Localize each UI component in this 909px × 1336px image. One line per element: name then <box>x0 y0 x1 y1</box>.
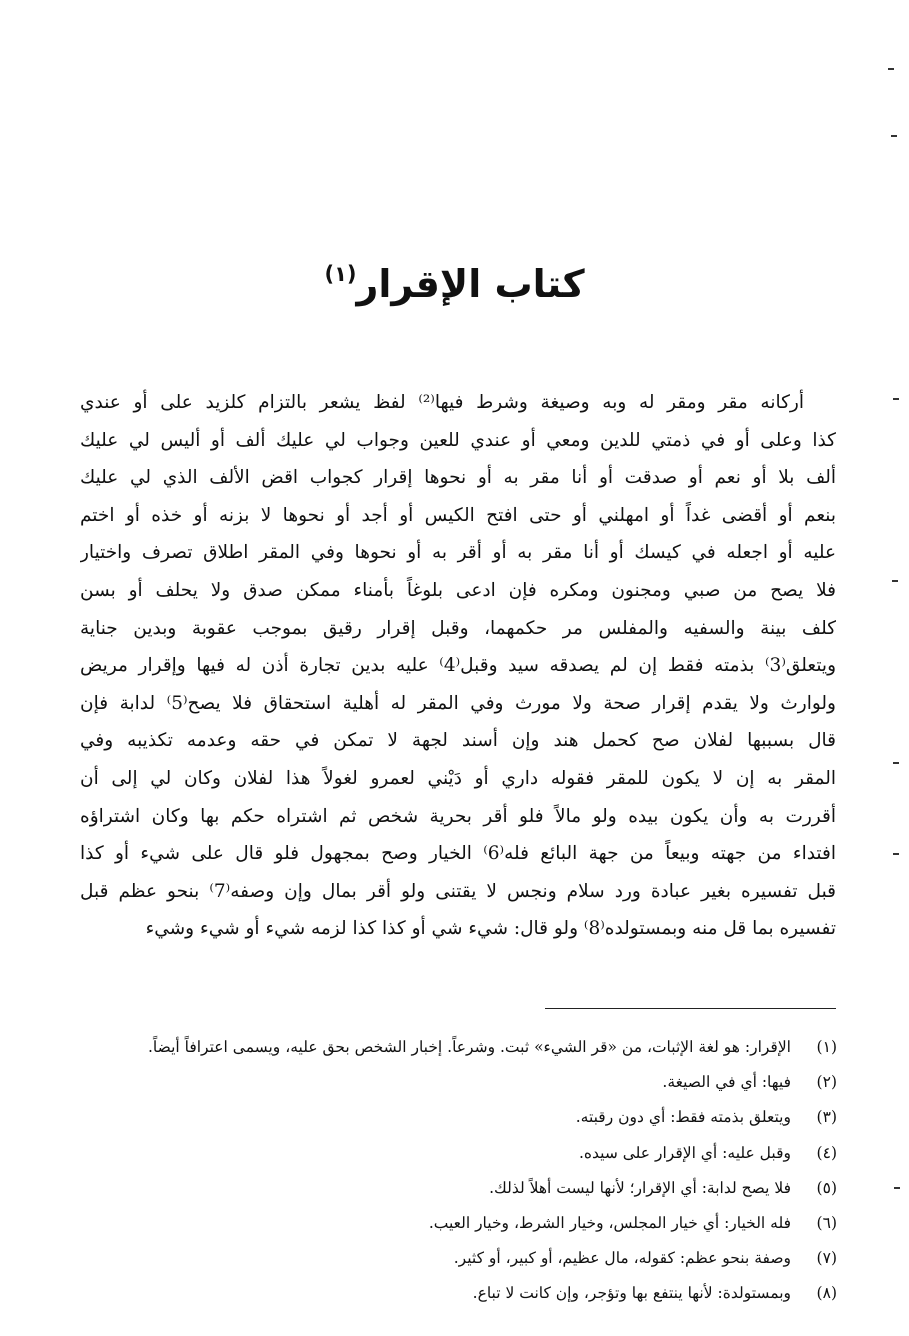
footnote <box>77 1100 837 1135</box>
footnote-text: الإقرار: هو لغة الإثبات، من «قر الشيء» ثبت. وشرعاً. إخبار الشخص بحق عليه، ويسمى اعترافاً أيضاً. <box>147 1038 791 1056</box>
footnote <box>77 1171 837 1206</box>
footnote-number: (٤) <box>816 1143 837 1162</box>
text-line: ألف بلا أو نعم أو صدقت أو أنا مقر به أو نحوها إقرار كجواب اقض الألف الذي لي عليك <box>80 467 836 489</box>
chapter-title-block <box>0 244 909 314</box>
footnote <box>77 1065 837 1100</box>
footnote-number: (٨) <box>816 1284 837 1303</box>
footnote-number: (٦) <box>816 1213 837 1232</box>
footnote <box>77 1276 837 1311</box>
footnote-text: ويتعلق بذمته فقط: أي دون رقبته. <box>575 1108 791 1127</box>
text-line: أركانه مقر ومقر له وبه وصيغة وشرط فيها⁽²⁾ لفظ يشعر بالتزام كلزيد على أو عندي <box>80 392 804 413</box>
margin-mark <box>893 762 899 764</box>
chapter-title-text: كتاب الإقرار <box>356 262 585 306</box>
text-line: فلا يصح من صبي ومجنون ومكره فإن ادعى بلوغاً بأمناء ممكن صدق ولا يحلف أو بسن <box>80 579 836 601</box>
footnote-number: (١) <box>816 1038 837 1056</box>
text-line: افتداء من جهته وبيعاً من جهة البائع فله⁽6⁾ الخيار وصح بمجهول فلو قال على شيء أو كذا <box>80 843 836 865</box>
text-line: قال بسببها لفلان صح كحمل هند وإن أسند لجهة لا تمكن في حقه وعدمه تكذيبه وفي <box>80 730 836 752</box>
footnote-divider <box>545 1008 836 1009</box>
footnote-number: (٥) <box>816 1178 837 1197</box>
text-line: أقررت به وأن يكون بيده ولو مالاً فلو أقر بحرية شخص ثم اشتراه حكم بها وكان اشتراؤه <box>80 805 836 827</box>
footnote <box>77 1136 837 1171</box>
text-line: ويتعلق⁽3⁾ بذمته فقط إن لم يصدقه سيد وقبل⁽4⁾ عليه بدين تجارة أذن له فيها وإقرار مريض <box>80 655 836 677</box>
footnote-text: فله الخيار: أي خيار المجلس، وخيار الشرط، وخيار العيب. <box>428 1213 791 1232</box>
footnote-text: وصفة بنحو عظم: كقوله، مال عظيم، أو كبير، أو كثير. <box>453 1249 791 1268</box>
margin-mark <box>888 68 894 70</box>
text-line: عليه أو اجعله في كيسك أو أنا مقر به أو أقر به أو نحوها وفي المقر اطلاق تصرف واختيار <box>80 542 836 564</box>
margin-mark <box>891 135 897 137</box>
footnote-number: (٢) <box>816 1073 837 1092</box>
footnote-text: فيها: أي في الصيغة. <box>662 1073 791 1092</box>
chapter-title-footnote-ref: (١) <box>324 262 357 286</box>
text-line: بنعم أو أقضى غداً أو امهلني أو حتى افتح الكيس أو أجد أو نحوها لا بزنه أو خذه أو اختم <box>80 504 836 526</box>
main-text <box>80 384 836 948</box>
footnote <box>77 1241 837 1276</box>
footnote <box>77 1030 837 1065</box>
text-line: المقر به إن لا يكون للمقر فقوله داري أو دَيْني لعمرو لغولاً هذا لفلان وكان لي إلى أن <box>80 767 836 789</box>
footnote-number: (٣) <box>816 1108 837 1127</box>
margin-mark <box>893 398 899 400</box>
footnote-text: وقبل عليه: أي الإقرار على سيده. <box>578 1143 791 1162</box>
text-line: كلف بينة والسفيه والمفلس مر حكمهما، وقبل إقرار رقيق بموجب عقوبة وبدين جناية <box>80 617 836 639</box>
footnotes <box>77 1030 837 1312</box>
margin-mark <box>893 853 899 855</box>
footnote-text: فلا يصح لدابة: أي الإقرار؛ لأنها ليست أهلاً لذلك. <box>489 1178 791 1197</box>
footnote <box>77 1206 837 1241</box>
text-line: كذا وعلى أو في ذمتي للدين ومعي أو عندي للعين وجواب لي عليك ألف أو أليس لي عليك <box>80 429 836 451</box>
text-line: قبل تفسيره بغير عبادة ورد سلام ونجس لا يقتنى ولو أقر بمال وإن وصفه⁽7⁾ بنحو عظم قبل <box>80 880 836 902</box>
chapter-title <box>324 262 584 306</box>
text-line: ولوارث ولا يقدم إقرار صحة ولا مورث وفي المقر له أهلية استحقاق فلا يصح⁽5⁾ لدابة فإن <box>80 692 836 714</box>
footnote-text: وبمستولدة: لأنها ينتفع بها وتؤجر، وإن كانت لا تباع. <box>472 1284 791 1303</box>
text-line: تفسيره بما قل منه وبمستولده⁽8⁾ ولو قال: شيء شي أو كذا كذا لزمه شيء أو شيء وشيء <box>145 918 836 940</box>
margin-mark <box>894 1187 900 1189</box>
footnote-number: (٧) <box>816 1249 837 1268</box>
margin-mark <box>892 580 898 582</box>
